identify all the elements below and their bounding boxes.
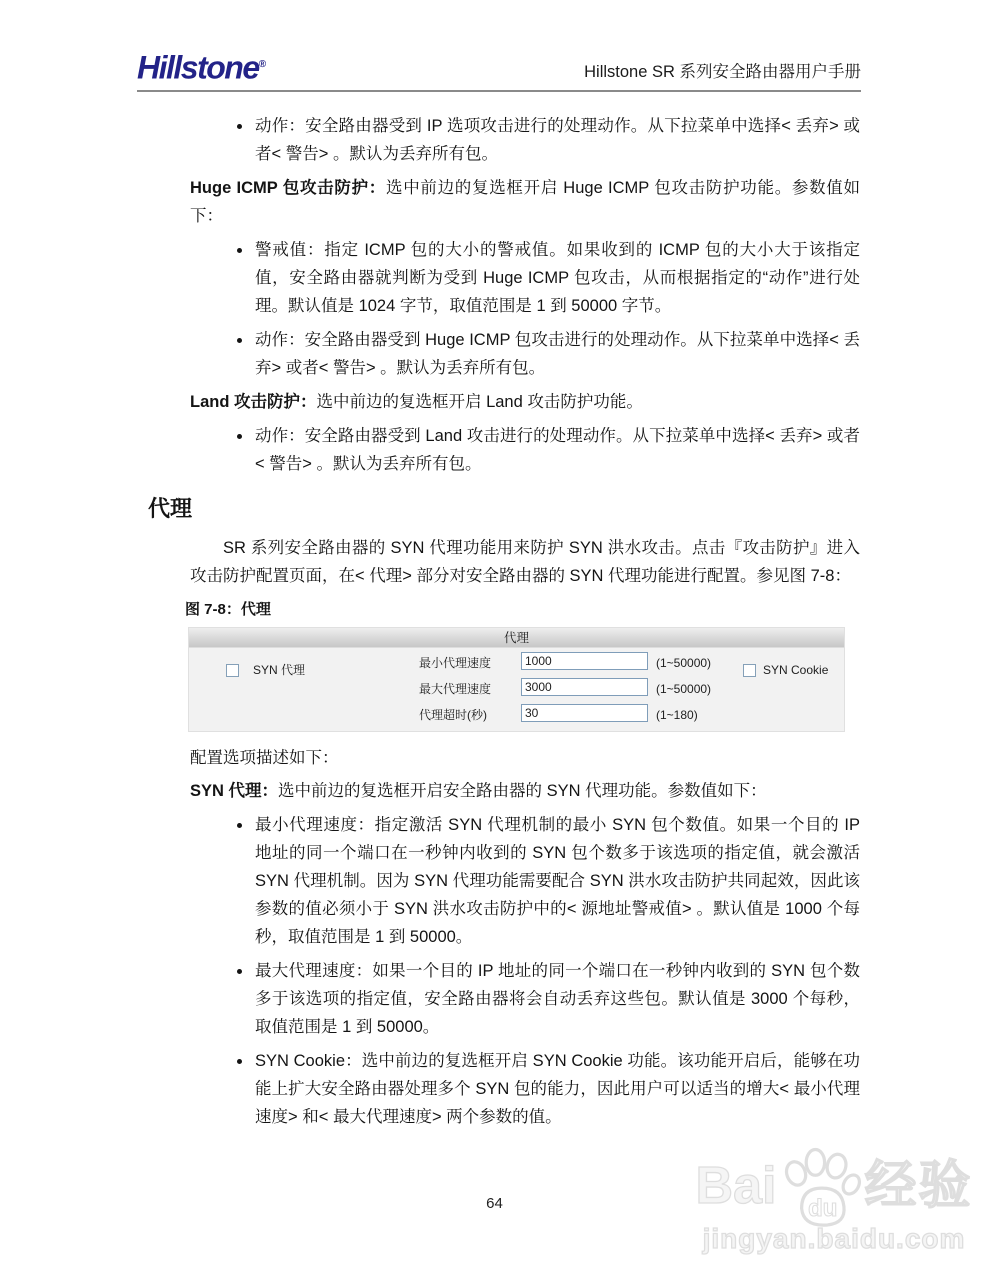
bullet-max-proxy-rate: • 最大代理速度：如果一个目的 IP 地址的同一个端口在一秒钟内收到的 SYN 包个数多于该选项的指定值，安全路由器将会自动丢弃这些包。默认值是 3000 个每秒，取值范围是 1 到 50000。	[253, 957, 860, 1041]
land-label: Land 攻击防护：	[190, 393, 317, 411]
max-proxy-rate-label: 最大代理速度	[419, 682, 492, 696]
huge-icmp-paragraph	[190, 174, 860, 230]
syn-proxy-text: 选中前边的复选框开启安全路由器的 SYN 代理功能。参数值如下：	[278, 782, 767, 800]
land-bullet-list	[148, 422, 860, 478]
proxy-intro-paragraph: SR 系列安全路由器的 SYN 代理功能用来防护 SYN 洪水攻击。点击『攻击防护』进入攻击防护配置页面，在< 代理> 部分对安全路由器的 SYN 代理功能进行配置。参见图 7-8：	[190, 539, 860, 585]
syn-proxy-checkbox[interactable]	[226, 664, 239, 677]
page-number: 64	[486, 1195, 503, 1212]
huge-icmp-label: Huge ICMP 包攻击防护：	[190, 179, 386, 197]
syn-proxy-label: SYN 代理：	[190, 782, 279, 800]
watermark-logo-row	[681, 1144, 987, 1228]
syn-proxy-bullet-list	[148, 811, 860, 1131]
min-proxy-rate-label: 最小代理速度	[419, 656, 492, 670]
bullet-syn-cookie: • SYN Cookie：选中前边的复选框开启 SYN Cookie 功能。该功能开启后，能够在功能上扩大安全路由器处理多个 SYN 包的能力，因此用户可以适当的增大< 最小代理速度> 和< 最大代理速度> 两个参数的值。	[253, 1047, 860, 1131]
huge-icmp-bullet-list	[148, 236, 860, 382]
proxy-config-panel	[188, 627, 845, 732]
figure-caption: 图 7-8：代理	[185, 601, 271, 618]
syn-proxy-paragraph	[190, 777, 860, 805]
bullet-icmp-action: • 动作：安全路由器受到 Huge ICMP 包攻击进行的处理动作。从下拉菜单中选择< 丢弃> 或者< 警告> 。默认为丢弃所有包。	[253, 326, 860, 382]
proxy-timeout-label: 代理超时(秒)	[419, 708, 487, 722]
page-header	[137, 50, 861, 92]
watermark-du-glyph: du	[808, 1194, 838, 1222]
section-heading-proxy: 代理	[148, 496, 193, 521]
syn-cookie-checkbox[interactable]	[743, 664, 756, 677]
min-proxy-rate-input[interactable]	[521, 652, 648, 670]
syn-cookie-checkbox-group	[743, 656, 828, 684]
manual-title: Hillstone SR 系列安全路由器用户手册	[584, 62, 861, 81]
land-paragraph	[190, 388, 860, 416]
proxy-timeout-input[interactable]	[521, 704, 648, 722]
max-proxy-rate-input[interactable]	[521, 678, 648, 696]
watermark-url: jingyan.baidu.com	[702, 1223, 966, 1254]
land-text: 选中前边的复选框开启 Land 攻击防护功能。	[316, 393, 643, 411]
min-proxy-rate-range: (1~50000)	[656, 656, 712, 670]
huge-icmp-text: 选中前边的复选框开启 Huge ICMP 包攻击防护功能。参数值如下：	[190, 179, 861, 225]
baidu-jingyan-watermark	[681, 1144, 987, 1254]
desc-intro-paragraph: 配置选项描述如下：	[190, 749, 339, 767]
proxy-timeout-range: (1~180)	[656, 708, 698, 722]
ip-option-bullet-list	[148, 112, 860, 168]
bullet-icmp-threshold: • 警戒值：指定 ICMP 包的大小的警戒值。如果收到的 ICMP 包的大小大于该指定值，安全路由器就判断为受到 Huge ICMP 包攻击，从而根据指定的“动作”进行处理。默认值是 1024 字节，取值范围是 1 到 50000 字节。	[253, 236, 860, 320]
logo-text: Hillstone	[137, 49, 259, 86]
bullet-land-action: • 动作：安全路由器受到 Land 攻击进行的处理动作。从下拉菜单中选择< 丢弃> 或者< 警告> 。默认为丢弃所有包。	[253, 422, 860, 478]
max-proxy-rate-range: (1~50000)	[656, 682, 712, 696]
hillstone-logo	[137, 49, 266, 86]
syn-proxy-checkbox-label: SYN 代理	[253, 663, 306, 677]
syn-proxy-checkbox-group	[226, 656, 305, 684]
panel-title: 代理	[189, 628, 844, 648]
watermark-jingyan-text: 经验	[864, 1157, 973, 1215]
page-content	[148, 106, 860, 1137]
bullet-ip-action: • 动作：安全路由器受到 IP 选项攻击进行的处理动作。从下拉菜单中选择< 丢弃> 或者< 警告> 。默认为丢弃所有包。	[253, 112, 860, 168]
panel-body	[189, 648, 844, 731]
watermark-bai-text: Bai	[695, 1157, 777, 1215]
registered-trademark-icon: ®	[258, 59, 266, 70]
syn-cookie-checkbox-label: SYN Cookie	[763, 663, 829, 677]
bullet-min-proxy-rate: • 最小代理速度：指定激活 SYN 代理机制的最小 SYN 包个数值。如果一个目的 IP 地址的同一个端口在一秒钟内收到的 SYN 包个数多于该选项的指定值，就会激活 SYN 代理机制。因为 SYN 代理功能需要配合 SYN 洪水攻击防护共同起效，因此该参数的值必须小于 SYN 洪水攻击防护中的< 源地址警戒值> 。默认值是 1000 个每秒，取值范围是 1 到 50000。	[253, 811, 860, 951]
